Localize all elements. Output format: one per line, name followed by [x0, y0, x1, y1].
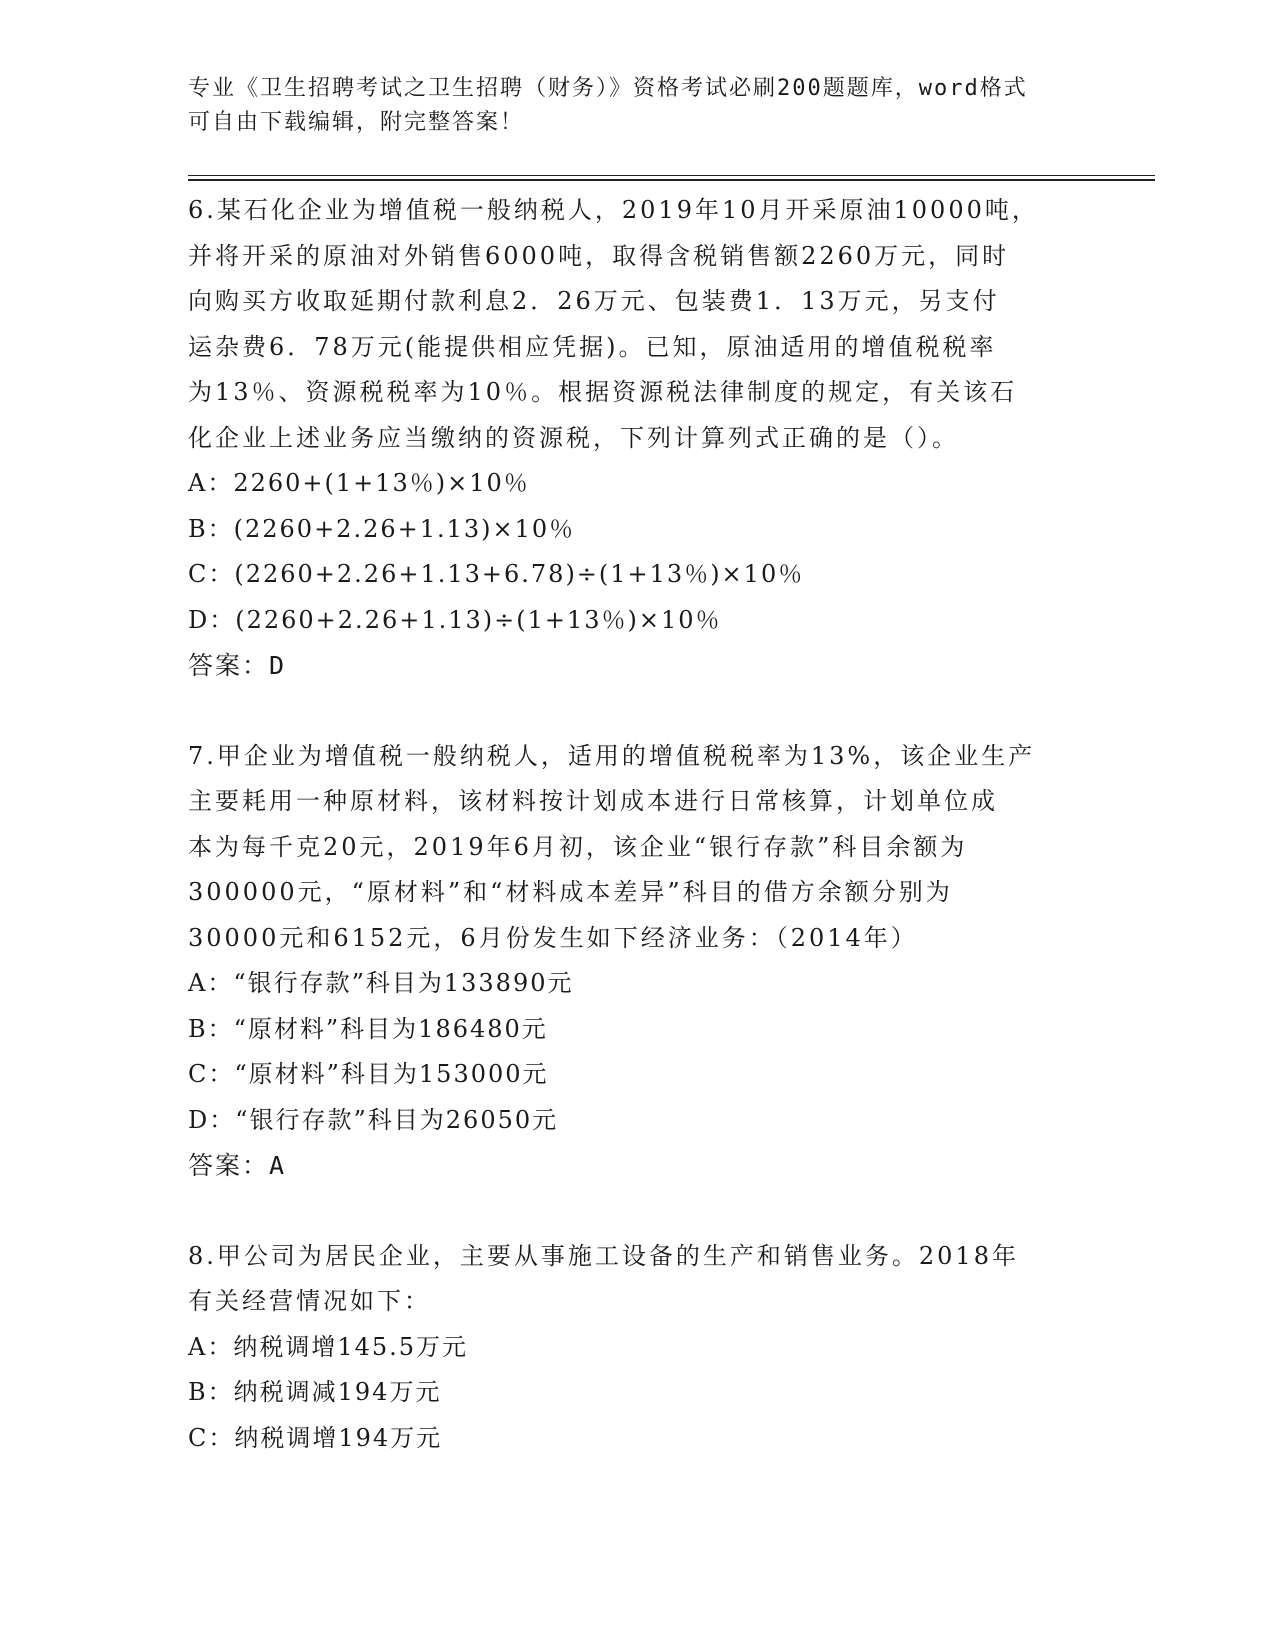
option-d: D：(2260+2.26+1.13)÷(1+13％)×10％: [188, 605, 722, 634]
question-stem-line: 30000元和6152元，6月份发生如下经济业务：（2014年）: [188, 923, 918, 952]
question-stem-line: 6.某石化企业为增值税一般纳税人，2019年10月开采原油10000吨，: [188, 196, 1039, 224]
question-spacer: [188, 689, 1088, 734]
option-c: C：“原材料”科目为153000元: [188, 1060, 549, 1088]
question-stem-line: 化企业上述业务应当缴纳的资源税，下列计算列式正确的是（）。: [188, 423, 959, 452]
question-stem-line: 向购买方收取延期付款利息2．26万元、包装费1．13万元，另支付: [188, 287, 1000, 315]
option-b: B：“原材料”科目为186480元: [188, 1014, 548, 1043]
answer-label: 答案：A: [188, 1151, 287, 1180]
question-6: [188, 188, 1088, 689]
question-stem-line: 8.甲公司为居民企业，主要从事施工设备的生产和销售业务。2018年: [188, 1241, 1019, 1270]
question-stem-line: 本为每千克20元，2019年6月初，该企业“银行存款”科目余额为: [188, 832, 968, 861]
questions-content: [188, 188, 1088, 1461]
question-stem-line: 运杂费6．78万元(能提供相应凭据)。已知，原油适用的增值税税率: [188, 332, 997, 361]
question-stem-line: 300000元，“原材料”和“材料成本差异”科目的借方余额分别为: [188, 878, 953, 906]
option-a: A：纳税调增145.5万元: [188, 1332, 469, 1361]
header-divider-thin: [188, 175, 1155, 176]
option-c: C：(2260+2.26+1.13+6.78)÷(1+13％)×10％: [188, 560, 805, 588]
option-a: A：2260+(1+13％)×10％: [188, 469, 530, 497]
question-stem-line: 主要耗用一种原材料，该材料按计划成本进行日常核算，计划单位成: [188, 787, 998, 815]
option-d: D：“银行存款”科目为26050元: [188, 1105, 559, 1134]
header-divider-thick: [188, 179, 1155, 181]
question-7: [188, 734, 1088, 1189]
header-title-line-1: 专业《卫生招聘考试之卫生招聘（财务）》资格考试必刷200题题库，word格式: [188, 76, 1028, 101]
option-c: C：纳税调增194万元: [188, 1423, 443, 1452]
option-b: B：(2260+2.26+1.13)×10％: [188, 514, 576, 543]
question-stem-line: 为13％、资源税税率为10％。根据资源税法律制度的规定，有关该石: [188, 378, 1018, 406]
option-b: B：纳税调减194万元: [188, 1378, 442, 1406]
question-stem-line: 有关经营情况如下：: [188, 1287, 431, 1315]
question-spacer: [188, 1189, 1088, 1234]
option-a: A：“银行存款”科目为133890元: [188, 969, 574, 997]
question-8: [188, 1234, 1088, 1462]
question-stem-line: 并将开采的原油对外销售6000吨，取得含税销售额2260万元，同时: [188, 241, 1010, 270]
answer-label: 答案：D: [188, 651, 287, 680]
header-title-line-2: 可自由下载编辑，附完整答案！: [188, 110, 525, 135]
question-stem-line: 7.甲企业为增值税一般纳税人，适用的增值税税率为13%，该企业生产: [188, 741, 1036, 770]
document-header: [188, 72, 1088, 140]
